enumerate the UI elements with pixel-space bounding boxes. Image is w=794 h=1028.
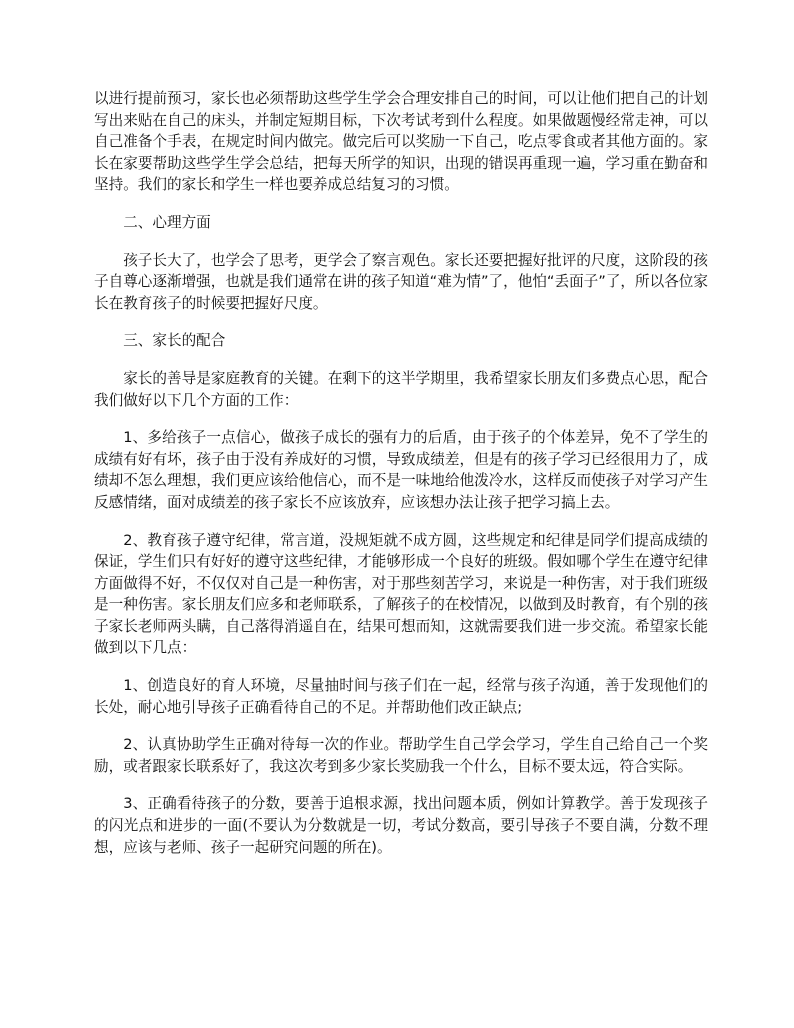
paragraph-study-planning: 以进行提前预习，家长也必须帮助这些学生学会合理安排自己的时间，可以让他们把自己的计划写出来贴在自己的床头，并制定短期目标，下次考试考到什么程度。如果做题慢经常走神，可以自己准备个手表，在规定时间内做完。做完后可以奖励一下自己，吃点零食或者其他方面的。家长在家要帮助这些学生学会总结，把每天所学的知识，出现的错误再重现一遍，学习重在勤奋和坚持。我们的家长和学生一样也要养成总结复习的习惯。 <box>94 90 708 194</box>
paragraph-point-discipline: 2、教育孩子遵守纪律，常言道，没规矩就不成方圆，这些规定和纪律是同学们提高成绩的保证，学生们只有好好的遵守这些纪律，才能够形成一个良好的班级。假如哪个学生在遵守纪律方面做得不好，不仅仅对自己是一种伤害，对于那些刻苦学习，来说是一种伤害，对于我们班级是一种伤害。家长朋友们应多和老师联系，了解孩子的在校情况，以做到及时教育，有个别的孩子家长老师两头瞒，自己落得消遥自在，结果可想而知，这就需要我们进一步交流。希望家长能做到以下几点： <box>94 531 708 657</box>
paragraph-subpoint-environment: 1、创造良好的育人环境，尽量抽时间与孩子们在一起，经常与孩子沟通，善于发现他们的长处，耐心地引导孩子正确看待自己的不足。并帮助他们改正缺点; <box>94 677 708 716</box>
section-heading-psychology: 二、心理方面 <box>123 213 211 231</box>
paragraph-psychology: 孩子长大了，也学会了思考，更学会了察言观色。家长还要把握好批评的尺度，这阶段的孩子自尊心逐渐增强，也就是我们通常在讲的孩子知道“难为情”了，他怕“丢面子”了，所以各位家长在教育孩子的时候要把握好尺度。 <box>94 251 708 312</box>
section-heading-parent-cooperation: 三、家长的配合 <box>123 332 226 350</box>
paragraph-point-confidence: 1、多给孩子一点信心，做孩子成长的强有力的后盾，由于孩子的个体差异，免不了学生的成绩有好有坏，孩子由于没有养成好的习惯，导致成绩差，但是有的孩子学习已经很用力了，成绩却不怎么理想，我们更应该给他信心，而不是一味地给他泼冷水，这样反而使孩子对学习产生反感情绪，面对成绩差的孩子家长不应该放弃，应该想办法让孩子把学习搞上去。 <box>94 429 708 511</box>
document-body <box>94 88 708 858</box>
paragraph-subpoint-homework: 2、认真协助学生正确对待每一次的作业。帮助学生自己学会学习，学生自己给自己一个奖励，或者跟家长联系好了，我这次考到多少家长奖励我一个什么，目标不要太远，符合实际。 <box>94 736 708 775</box>
paragraph-subpoint-scores: 3、正确看待孩子的分数，要善于追根求源，找出问题本质，例如计算教学。善于发现孩子的闪光点和进步的一面(不要认为分数就是一切，考试分数高，要引导孩子不要自满，分数不理想，应该与老师、孩子一起研究问题的所在)。 <box>94 795 708 856</box>
paragraph-parent-guidance: 家长的善导是家庭教育的关键。在剩下的这半学期里，我希望家长朋友们多费点心思，配合我们做好以下几个方面的工作： <box>94 369 708 409</box>
